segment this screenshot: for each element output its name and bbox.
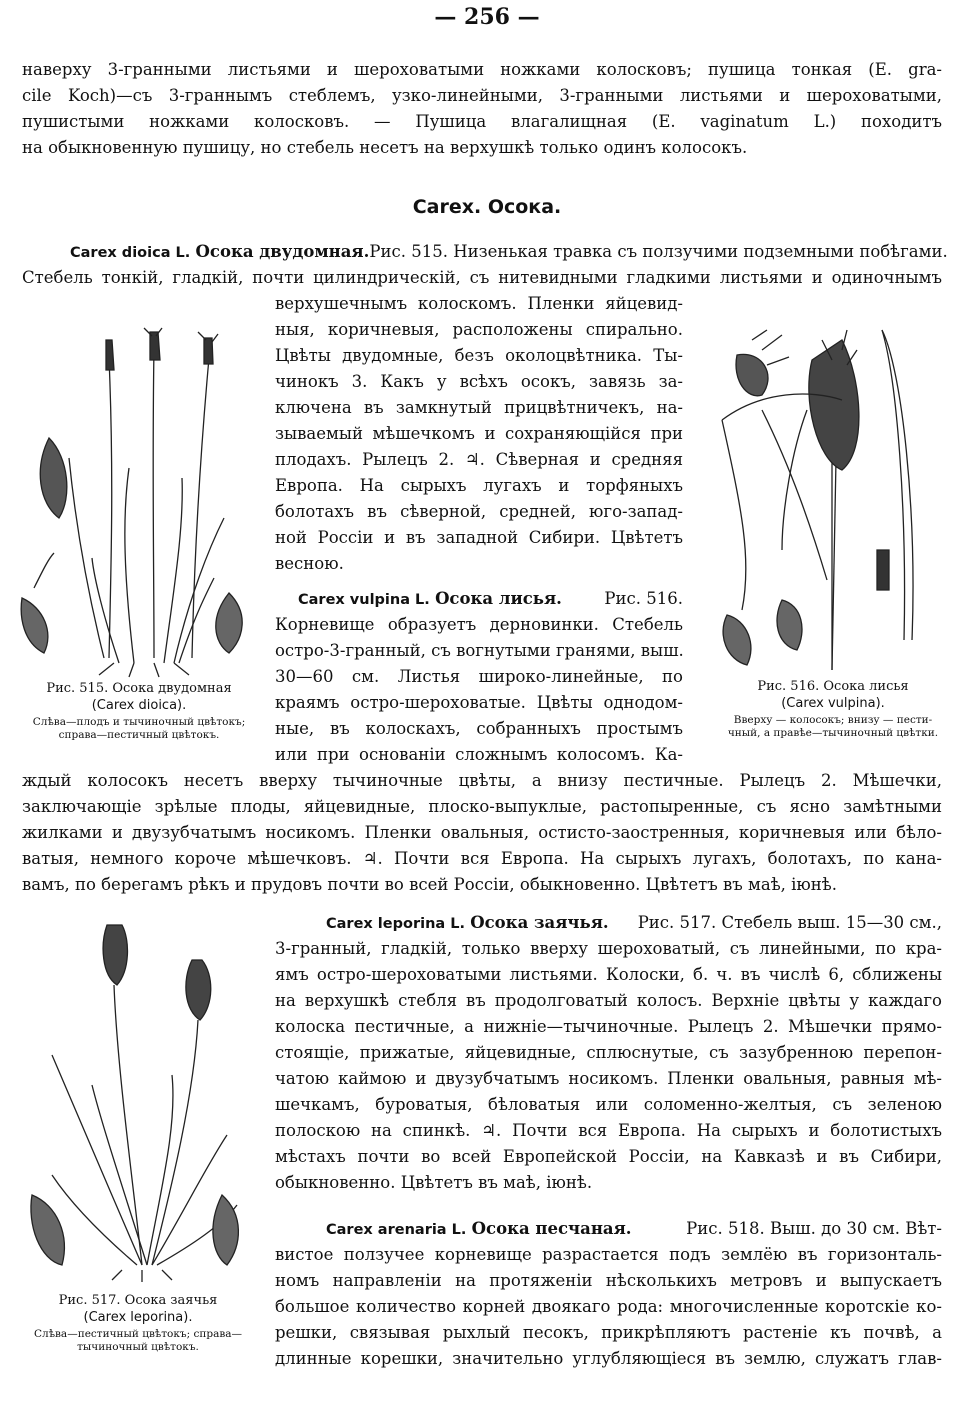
text-line: Рис. 516. (604, 589, 683, 608)
figure-517-caption (14, 1292, 262, 1326)
text-line: Рис. 518. Выш. до 30 см. Вѣт- (686, 1219, 942, 1238)
figure-517-illustration (22, 915, 254, 1287)
caption-title: Рис. 516. Осока лисья (757, 679, 909, 694)
text-line: жилками и двузубчатымъ носикомъ. Пленки овальныя, остисто-заостренныя, коричневыя или бѣло- (22, 823, 942, 842)
plant-drawing (702, 310, 957, 678)
species-russian-name: Осока песчаная. (471, 1219, 632, 1238)
caption-latin: (Carex dioica). (91, 698, 187, 713)
text-line: Стебель тонкій, гладкій, почти цилиндрическій, съ нитевидными гладкими листьями и одиночнымъ (22, 268, 942, 287)
text-line: ные, въ колоскахъ, собранныхъ простымъ (275, 719, 683, 738)
text-line: наверху 3-гранными листьями и шероховатыми ножками колосковъ; пушица тонкая (E. gra- (22, 60, 942, 79)
species-russian-name: Осока заячья. (470, 913, 609, 932)
text-line: на верхушкѣ стебля въ продолговатый колосъ. Верхніе цвѣты у каждаго (275, 991, 942, 1010)
text-line: ямъ остро-шероховатыми листьями. Колоски, б. ч. въ числѣ 6, сближены (275, 965, 942, 984)
species-heading-line (298, 586, 683, 613)
text-line: болотахъ въ сѣверной, средней, юго-запад- (275, 502, 683, 521)
text-line: ныя, коричневыя, расположены спирально. (275, 320, 683, 339)
species-latin-name: Carex dioica L. (70, 245, 191, 261)
text-line: пушистыми ножками колосковъ. — Пушица влагалищная (E. vaginatum L.) походитъ (22, 112, 942, 131)
species-heading-line (326, 910, 942, 937)
text-line: или при основаніи сложнымъ колосомъ. Ка- (275, 745, 683, 764)
text-line: Корневище образуетъ дерновинки. Стебель (275, 615, 683, 634)
text-line: чатою каймою и двузубчатымъ носикомъ. Пленки овальныя, равныя мѣ- (275, 1069, 942, 1088)
caption-latin: (Carex leporina). (83, 1310, 193, 1325)
species-heading-line (70, 239, 948, 266)
text-line: мѣстахъ почти во всей Европейской Россіи, на Кавказѣ и въ Сибири, (275, 1147, 942, 1166)
species-russian-name: Осока лисья. (435, 589, 562, 608)
text-line: колоска пестичные, а нижніе—тычиночные. Рылецъ 2. Мѣшечки прямо- (275, 1017, 942, 1036)
text-line: чинокъ 3. Какъ у всѣхъ осокъ, завязь за- (275, 372, 683, 391)
figure-516-caption (702, 678, 964, 712)
text-line: заключающіе зрѣлые плоды, яйцевидные, плоско-выпуклые, растопыренные, съ ясно замѣтными (22, 797, 942, 816)
text-line: обыкновенно. Цвѣтетъ въ маѣ, іюнѣ. (275, 1173, 593, 1192)
text-line: плодахъ. Рылецъ 2. ♃. Сѣверная и средняя (275, 450, 683, 469)
caption-title: Рис. 515. Осока двудомная (46, 681, 232, 696)
text-line: cile Koch)—съ 3-граннымъ стеблемъ, узко-линейными, 3-гранными листьями и шероховатыми, (22, 86, 942, 105)
text-line: ждый колосокъ несетъ вверху тычиночные цвѣты, а внизу пестичные. Рылецъ 2. Мѣшечки, (22, 771, 942, 790)
caption-note: Слѣва—плодъ и тычиночный цвѣтокъ; (32, 716, 246, 728)
text-line: Европа. На сырыхъ лугахъ и торфяныхъ (275, 476, 683, 495)
species-russian-name: Осока двудомная. (195, 242, 370, 261)
text-line: ной Россіи и въ западной Сибири. Цвѣтетъ (275, 528, 683, 547)
caption-title: Рис. 517. Осока заячья (58, 1293, 218, 1308)
species-heading-line (326, 1216, 942, 1243)
figure-515-caption (14, 680, 264, 714)
text-line: стоящіе, прижатые, яйцевидные, сплюснутые, съ зазубренною перепон- (275, 1043, 942, 1062)
figure-516-note (702, 714, 964, 740)
text-line: верхушечнымъ колоскомъ. Пленки яйцевид- (275, 294, 683, 313)
figure-517-note (14, 1328, 262, 1354)
text-line: большое количество корней двоякаго рода: многочисленные коротскіе ко- (275, 1297, 942, 1316)
text-line: шечкамъ, буроватыя, бѣловатыя или соломенно-желтыя, съ зеленою (275, 1095, 942, 1114)
text-line: Рис. 517. Стебель выш. 15—30 см., (637, 913, 942, 932)
caption-note: тычиночный цвѣтокъ. (77, 1341, 199, 1353)
caption-latin: (Carex vulpina). (781, 696, 885, 711)
text-line: весною. (275, 554, 344, 573)
text-line: Цвѣты двудомные, безъ околоцвѣтника. Ты- (275, 346, 683, 365)
text-line: краямъ остро-шероховатые. Цвѣты однодом- (275, 693, 683, 712)
caption-note: справа—пестичный цвѣтокъ. (58, 729, 220, 741)
caption-note: Слѣва—пестичный цвѣтокъ; справа— (33, 1328, 243, 1340)
page-number: — 256 — (434, 4, 540, 30)
text-line: зываемый мѣшечкомъ и сохраняющійся при (275, 424, 683, 443)
text-line: ключена въ замкнутый прицвѣтничекъ, на- (275, 398, 683, 417)
text-line: длинные корешки, значительно углубляющіеся въ землю, служатъ глав- (275, 1349, 942, 1368)
plant-drawing (14, 318, 264, 678)
text-line: 30—60 см. Листья широко-линейные, по (275, 667, 683, 686)
text-line: номъ направленіи на протяженіи нѣсколькихъ метровъ и выпускаетъ (275, 1271, 942, 1290)
species-latin-name: Carex arenaria L. (326, 1222, 467, 1238)
text-line: вамъ, по берегамъ рѣкъ и прудовъ почти во всей Россіи, обыкновенно. Цвѣтетъ въ маѣ, іюнѣ. (22, 875, 837, 894)
caption-note: чный, а правѣе—тычиночный цвѣтки. (727, 727, 939, 739)
figure-516-illustration (702, 310, 957, 678)
caption-note: Вверху — колосокъ; внизу — пести- (733, 714, 933, 726)
figure-515-note (14, 716, 264, 742)
species-latin-name: Carex vulpina L. (298, 592, 430, 608)
text-line: на обыкновенную пушицу, но стебель несетъ на верхушкѣ только одинъ колосокъ. (22, 138, 748, 157)
figure-515-illustration (14, 318, 264, 678)
text-line: 3-гранный, гладкій, только вверху шероховатый, съ линейными, по кра- (275, 939, 942, 958)
text-line: остро-3-гранный, съ вогнутыми гранями, выш. (275, 641, 684, 660)
text-line: решки, связывая рыхлый песокъ, прикрѣпляютъ растеніе къ почвѣ, а (275, 1323, 942, 1342)
plant-drawing (22, 915, 254, 1287)
species-latin-name: Carex leporina L. (326, 916, 465, 932)
text-line: вистое ползучее корневище разрастается подъ землёю въ горизонталь- (275, 1245, 942, 1264)
text-line: Рис. 515. Низенькая травка съ ползучими подземными побѣгами. (369, 242, 948, 261)
section-title: Carex. Осока. (412, 196, 562, 218)
text-line: ватыя, немного короче мѣшечковъ. ♃. Почти вся Европа. На сырыхъ лугахъ, болотахъ, по кана- (22, 849, 942, 868)
text-line: полоскою на спинкѣ. ♃. Почти вся Европа. На сырыхъ и болотистыхъ (275, 1121, 942, 1140)
